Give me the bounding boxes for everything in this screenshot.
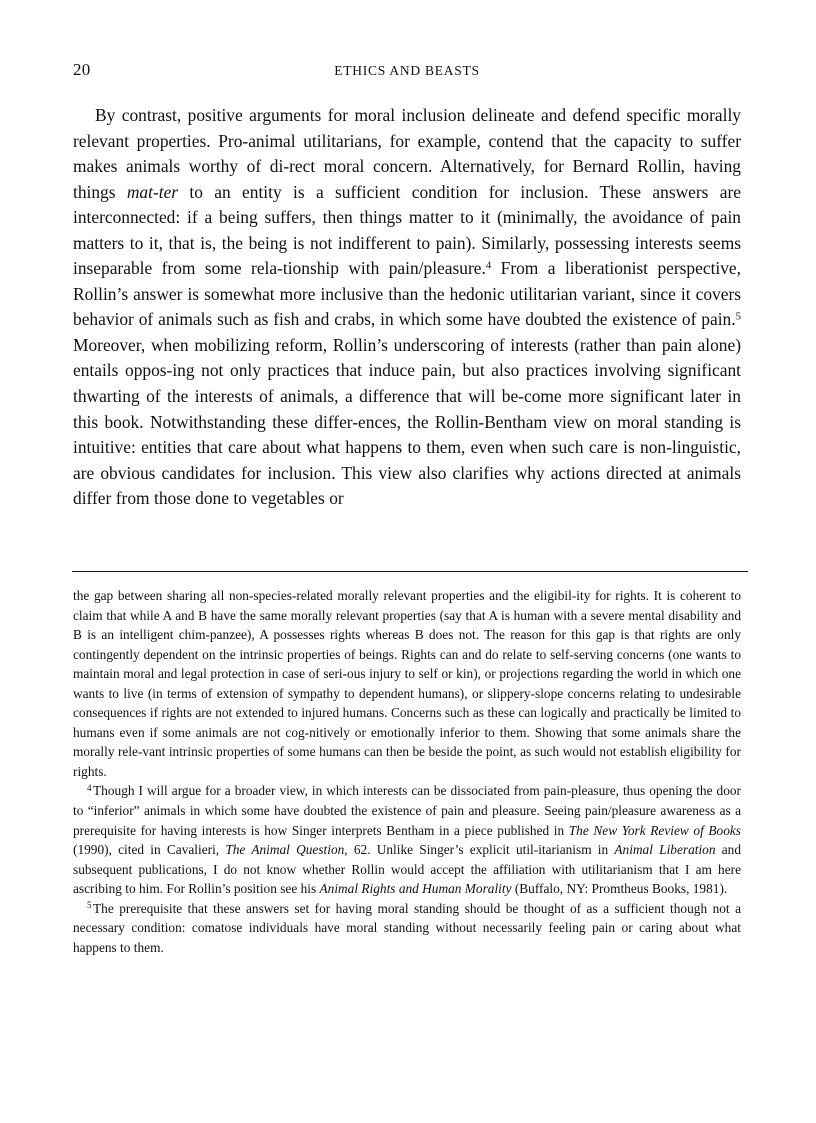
footnote-4: $^4$ Though I will argue for a broader view, in which interests can be dissociated from pain-pleasure, thus opening the door to “inferior” animals in which some have doubted the existence of pain and pleasure. Seeing pain/pleasure awareness as a prerequisite for having interests is how Singer interprets Bentham in a piece published in The New York Review of Books (1990), cited in Cavalieri, The Animal Question, 62. Unlike Singer’s explicit util-itarianism in Animal Liberation and subsequent publications, I do not know whether Rollin would accept the affiliation with utilitarianism that I am here ascribing to him. For Rollin’s position see his Animal Rights and Human Morality (Buffalo, NY: Promtheus Books, 1981). <box>73 783 742 897</box>
page-number: 20 <box>73 60 91 79</box>
footnote-block <box>73 586 741 957</box>
footnote-5: $^5$ The prerequisite that these answers set for having moral standing should be thought of as a sufficient though not a necessary condition: comatose individuals have moral standing without necessarily feeling pain or caring about what happens to them. <box>73 900 741 955</box>
body-text-block <box>73 103 741 512</box>
footnote-continuation: the gap between sharing all non-species-related morally relevant properties and the eligibil-ity for rights. It is coherent to claim that while A and B have the same morally relevant properties (say that A is human with a severe mental disability and B is an intelligent chim-panzee), A possesses rights whereas B does not. The reason for this gap is that rights are only contingently dependent on the intrinsic properties of beings. Rights can and do relate to self-serving concerns (one wants to maintain moral and legal protection in case of seri-ous injury to self or kin), or projections regarding the world in which one wants to live (in terms of extension of sympathy to dependent humans), or slippery-slope concerns relating to undesirable consequences if rights are not extended to injured humans. Concerns such as these can logically and practically be limited to humans even if some animals are not cog-nitively or emotionally inferior to them. Showing that some animals share the morally rele-vant intrinsic properties of some humans can then be beside the point, as such would not establish eligibility for rights. <box>73 588 741 779</box>
running-head <box>73 60 741 80</box>
running-head-title: ETHICS AND BEASTS <box>334 63 480 78</box>
body-paragraph: By contrast, positive arguments for moral inclusion delineate and defend specific morally relevant properties. Pro-animal utilitarians, for example, contend that the capacity to suffer makes animals worthy of di-rect moral concern. Alternatively, for Bernard Rollin, having things mat-ter to an entity is a sufficient condition for inclusion. These answers are interconnected: if a being suffers, then things matter to it (minimally, the avoidance of pain matters to it, that is, the being is not indifferent to pain). Similarly, possessing interests seems inseparable from some rela-tionship with pain/pleasure.$^4$ From a liberationist perspective, Rollin’s answer is somewhat more inclusive than the hedonic utilitarian variant, since it covers behavior of animals such as fish and crabs, in which some have doubted the existence of pain.$^5$ Moreover, when mobilizing reform, Rollin’s underscoring of interests (rather than pain alone) entails oppos-ing not only practices that induce pain, but also practices involving significant thwarting of the interests of animals, a difference that will be-come more significant later in this book. Notwithstanding these differ-ences, the Rollin-Bentham view on moral standing is intuitive: entities that care about what happens to them, even when such care is non-linguistic, are obvious candidates for inclusion. This view also clarifies why actions directed at animals differ from those done to vegetables or <box>73 105 741 509</box>
footnote-separator-rule <box>72 571 748 572</box>
